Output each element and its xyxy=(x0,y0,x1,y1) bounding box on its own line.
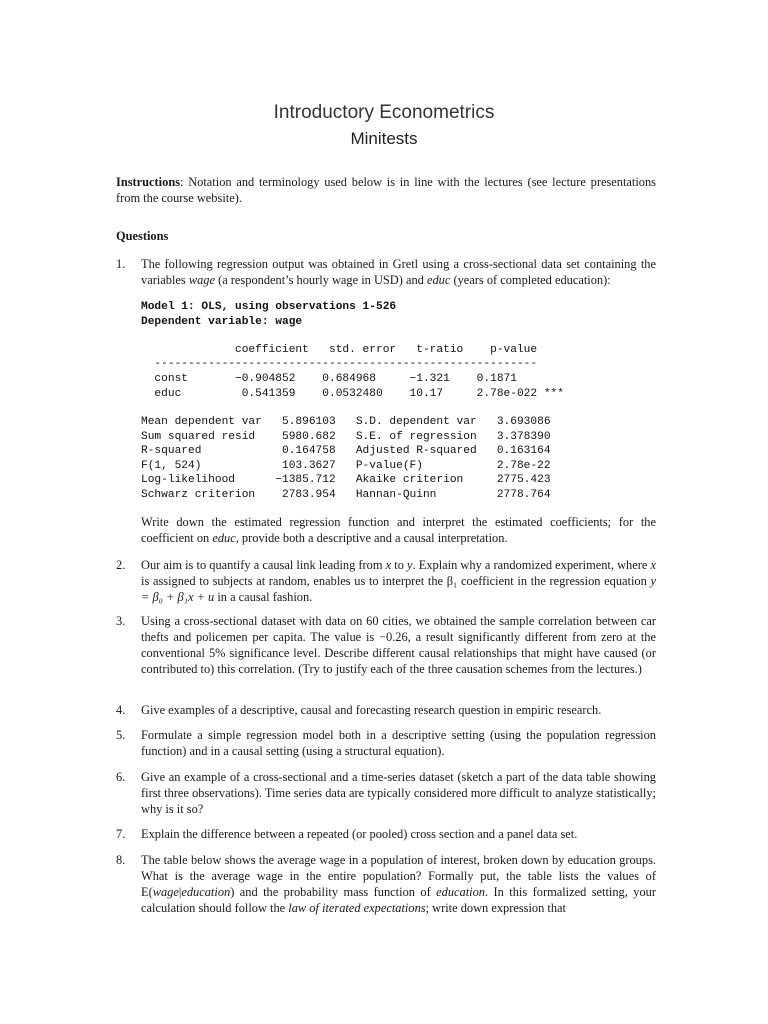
coefficient-table-rule: --------------------------------------------------------- xyxy=(141,358,538,370)
question-6 xyxy=(116,769,656,817)
document-subtitle: Minitests xyxy=(350,129,418,148)
question-number: 3. xyxy=(116,614,126,628)
question-number: 5. xyxy=(116,728,126,742)
stats-row: F(1, 524) 103.3627 P-value(F) 2.78e-22 xyxy=(141,459,551,472)
table-row: const −0.904852 0.684968 −1.321 0.1871 xyxy=(141,373,517,385)
stats-row: Mean dependent var 5.896103 S.D. dependent var 3.693086 xyxy=(141,416,551,428)
question-number: 8. xyxy=(116,853,126,867)
stats-row: Sum squared resid 5980.682 S.E. of regression 3.378390 xyxy=(141,430,551,443)
question-text: Formulate a simple regression model both in a descriptive setting (using the population regression function) and in a causal setting (using a structural equation). xyxy=(141,728,656,758)
question-number: 7. xyxy=(116,827,126,841)
question-number: 2. xyxy=(116,558,126,572)
question-8 xyxy=(116,852,656,916)
instructions-label: Instructions xyxy=(116,175,181,189)
question-1-task: Write down the estimated regression function and interpret the estimated coefficients; for the coefficient on educ, provide both a descriptive and a causal interpretation. xyxy=(141,515,656,545)
coefficient-table-rows xyxy=(141,372,564,401)
question-text: Our aim is to quantify a causal link leading from x to y. Explain why a randomized experiment, where x is assigned to subjects at random, enables us to interpret the β₁ coefficient in the regression equation y = β₀ + β₁x + u in a causal fashion. xyxy=(141,558,656,604)
questions-heading: Questions xyxy=(116,229,169,243)
question-text: The following regression output was obtained in Gretl using a cross-sectional data set containing the variables wage (a respondent’s hourly wage in USD) and educ (years of completed education): xyxy=(141,257,656,287)
instructions-text: : Notation and terminology used below is in line with the lectures (see lecture presentations from the course website). xyxy=(116,175,656,205)
regression-equation: y = β₀ + β₁x + u xyxy=(141,574,656,604)
question-text: Give an example of a cross-sectional and a time-series dataset (sketch a part of the data table showing first three observations). Time series data are typically considered more difficult to analyze statistically; why is it so? xyxy=(141,770,656,816)
instructions-paragraph xyxy=(116,174,656,206)
stats-row: Log-likelihood −1385.712 Akaike criterion 2775.423 xyxy=(141,474,551,486)
question-5 xyxy=(116,727,656,759)
document-title: Introductory Econometrics xyxy=(273,102,495,123)
stats-row: Schwarz criterion 2783.954 Hannan-Quinn 2778.764 xyxy=(141,488,551,501)
question-4 xyxy=(116,702,656,718)
question-text: Using a cross-sectional dataset with data on 60 cities, we obtained the sample correlation between car thefts and policemen per capita. The value is −0.26, a result significantly different from zero at the conventional 5% significance level. Describe different causal relationships that might have caused (or contributed to) this correlation. (Try to justify each of the three causation schemes from the lectures.) xyxy=(141,614,656,676)
regression-model-header: Model 1: OLS, using observations 1-526 Dependent variable: wage xyxy=(141,301,397,328)
question-7 xyxy=(116,826,656,842)
coefficient-table-header: coefficient std. error t-ratio p-value xyxy=(141,344,538,356)
question-number: 4. xyxy=(116,703,126,717)
variable-educ: educ xyxy=(426,273,451,287)
question-1 xyxy=(116,256,656,288)
stats-row: R-squared 0.164758 Adjusted R-squared 0.163164 xyxy=(141,445,551,457)
question-number: 6. xyxy=(116,770,126,784)
question-text: Explain the difference between a repeated (or pooled) cross section and a panel data set. xyxy=(141,827,578,841)
variable-wage: wage xyxy=(188,273,215,287)
question-number: 1. xyxy=(116,257,126,271)
regression-statistics xyxy=(141,415,551,502)
question-2 xyxy=(116,557,656,605)
question-3 xyxy=(116,613,656,677)
table-row: educ 0.541359 0.0532480 10.17 2.78e-022 *** xyxy=(141,387,564,400)
law-of-iterated-expectations: law of iterated expectations xyxy=(288,901,426,915)
question-text: The table below shows the average wage in a population of interest, broken down by education groups. What is the average wage in the entire population? Formally put, the table lists the values of E(wage|education) and the probability mass function of education. In this formalized setting, your calculation should follow the law of iterated expectations; write down expression that xyxy=(141,853,656,915)
question-text: Give examples of a descriptive, causal and forecasting research question in empiric research. xyxy=(141,703,602,717)
